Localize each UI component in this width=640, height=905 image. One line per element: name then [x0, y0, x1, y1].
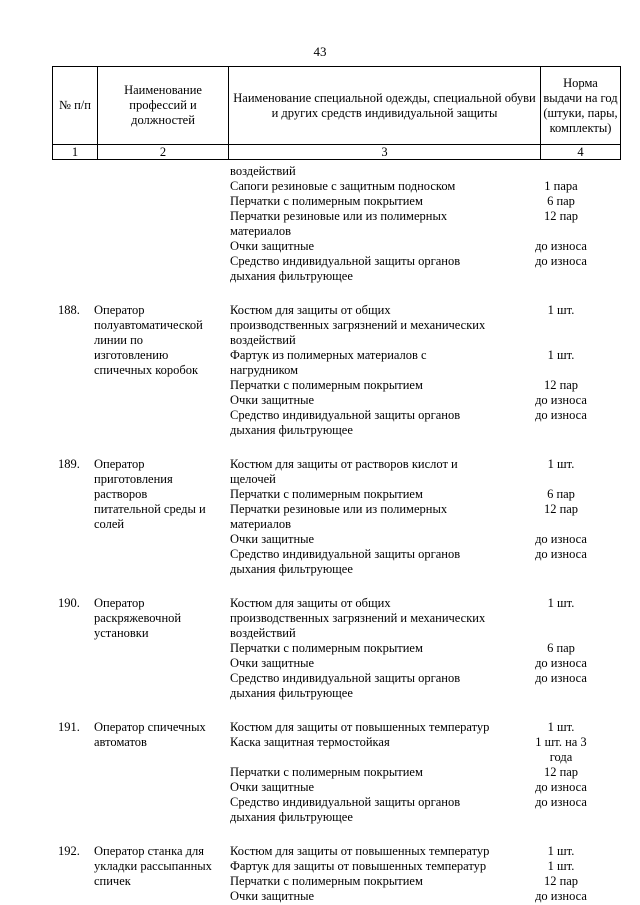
profession-line: питательной среды и	[94, 502, 206, 516]
profession-line: Оператор спичечных	[94, 720, 206, 734]
issue-norm: 1 пара	[544, 179, 578, 193]
profession-line	[92, 179, 230, 194]
profession-group	[52, 844, 600, 904]
row-number	[52, 363, 92, 378]
header-norm-col: Норма выдачи на год (штуки, пары, комплекты)	[541, 67, 621, 145]
issue-norm: до износа	[535, 532, 587, 546]
table-row	[52, 656, 600, 671]
profession-line: спичек	[94, 874, 131, 888]
page-number: 43	[313, 44, 327, 59]
table-row	[52, 164, 600, 179]
table-row	[52, 378, 600, 393]
item-name: производственных загрязнений и механических	[230, 318, 486, 332]
profession-line	[92, 393, 230, 408]
profession-line	[92, 547, 230, 562]
item-name: дыхания фильтрующее	[230, 686, 353, 700]
issue-norm	[522, 363, 600, 378]
issue-norm: 6 пар	[547, 487, 575, 501]
item-name: Сапоги резиновые с защитным подноском	[230, 179, 456, 193]
row-number	[52, 874, 92, 889]
row-number: 189.	[58, 457, 80, 471]
row-number	[52, 378, 92, 393]
row-number	[52, 472, 92, 487]
issue-norm: 1 шт.	[547, 348, 575, 362]
profession-line: приготовления	[94, 472, 173, 486]
table-row	[52, 686, 600, 701]
profession-line	[92, 686, 230, 701]
table-row	[52, 859, 600, 874]
row-number	[52, 780, 92, 795]
row-number	[52, 562, 92, 577]
issue-norm: до износа	[535, 780, 587, 794]
profession-line	[92, 209, 230, 224]
row-number	[52, 209, 92, 224]
issue-norm: до износа	[535, 795, 587, 809]
item-name: Перчатки с полимерным покрытием	[230, 641, 423, 655]
table-row	[52, 318, 600, 333]
item-name: Фартук из полимерных материалов с	[230, 348, 427, 362]
table-row	[52, 795, 600, 810]
item-name: Перчатки резиновые или из полимерных	[230, 209, 448, 223]
header-num-4: 4	[541, 145, 621, 160]
row-number	[52, 164, 92, 179]
issue-norm	[522, 810, 600, 825]
table-row	[52, 457, 600, 472]
row-number	[52, 765, 92, 780]
profession-group	[52, 457, 600, 577]
issue-norm: до износа	[535, 671, 587, 685]
issue-norm	[522, 517, 600, 532]
item-name: Очки защитные	[230, 889, 315, 903]
issue-norm: до износа	[535, 547, 587, 561]
header-num-1: 1	[53, 145, 98, 160]
item-name: воздействий	[230, 333, 296, 347]
item-name: Средство индивидуальной защиты органов	[230, 408, 461, 422]
row-number	[52, 547, 92, 562]
profession-line	[92, 378, 230, 393]
item-name: Перчатки резиновые или из полимерных	[230, 502, 448, 516]
profession-line: Оператор	[94, 303, 145, 317]
profession-line: растворов	[94, 487, 148, 501]
table-row	[52, 671, 600, 686]
item-name: Очки защитные	[230, 532, 315, 546]
issue-norm: до износа	[535, 393, 587, 407]
row-number	[52, 517, 92, 532]
header-items-col: Наименование специальной одежды, специальной обуви и других средств индивидуальной защиты	[229, 67, 541, 145]
profession-line	[92, 194, 230, 209]
issue-norm	[522, 318, 600, 333]
item-name: производственных загрязнений и механических	[230, 611, 486, 625]
issue-norm	[522, 423, 600, 438]
profession-line	[92, 269, 230, 284]
issue-norm: 12 пар	[543, 765, 579, 779]
row-number	[52, 194, 92, 209]
profession-line	[92, 532, 230, 547]
row-number	[52, 487, 92, 502]
profession-line	[92, 254, 230, 269]
table-row	[52, 194, 600, 209]
row-number	[52, 333, 92, 348]
row-number	[52, 502, 92, 517]
issue-norm: 1 шт.	[547, 303, 575, 317]
issue-norm	[522, 224, 600, 239]
table-row	[52, 502, 600, 517]
item-name: Средство индивидуальной защиты органов	[230, 547, 461, 561]
item-name: Фартук для защиты от повышенных температур	[230, 859, 487, 873]
item-name: Очки защитные	[230, 656, 315, 670]
row-number	[52, 641, 92, 656]
profession-group	[52, 303, 600, 438]
table-row	[52, 348, 600, 363]
profession-line	[92, 239, 230, 254]
profession-line	[92, 164, 230, 179]
table-row	[52, 303, 600, 318]
item-name: дыхания фильтрующее	[230, 269, 353, 283]
item-name: материалов	[230, 224, 292, 238]
issue-norm: до износа	[535, 254, 587, 268]
issue-norm: 1 шт.	[547, 457, 575, 471]
row-number: 188.	[58, 303, 80, 317]
profession-line	[92, 224, 230, 239]
issue-norm	[522, 686, 600, 701]
table-row	[52, 765, 600, 780]
item-name: дыхания фильтрующее	[230, 423, 353, 437]
profession-line: установки	[94, 626, 149, 640]
table-row	[52, 179, 600, 194]
table-row	[52, 874, 600, 889]
table-row	[52, 363, 600, 378]
table-row	[52, 254, 600, 269]
table-row	[52, 735, 600, 750]
profession-line: спичечных коробок	[94, 363, 199, 377]
row-number	[52, 735, 92, 750]
item-name: Средство индивидуальной защиты органов	[230, 671, 461, 685]
row-number	[52, 393, 92, 408]
profession-line	[92, 656, 230, 671]
table-row	[52, 596, 600, 611]
item-name: Средство индивидуальной защиты органов	[230, 254, 461, 268]
table-body	[52, 164, 600, 904]
issue-norm: до износа	[535, 656, 587, 670]
item-name: Костюм для защиты от повышенных температур	[230, 720, 490, 734]
issue-norm	[522, 562, 600, 577]
issue-norm	[522, 626, 600, 641]
profession-group	[52, 720, 600, 825]
item-name: Перчатки с полимерным покрытием	[230, 194, 423, 208]
item-name: Очки защитные	[230, 393, 315, 407]
continuation-group	[52, 164, 600, 284]
item-name: воздействий	[230, 164, 296, 178]
item-name: Перчатки с полимерным покрытием	[230, 378, 423, 392]
item-name: воздействий	[230, 626, 296, 640]
issue-norm	[522, 611, 600, 626]
profession-line: Оператор	[94, 457, 145, 471]
table-row	[52, 239, 600, 254]
profession-line	[92, 780, 230, 795]
issue-norm: до износа	[535, 889, 587, 903]
issue-norm: 12 пар	[543, 378, 579, 392]
item-name: Костюм для защиты от общих	[230, 596, 391, 610]
profession-line	[92, 810, 230, 825]
profession-line	[92, 750, 230, 765]
table-row	[52, 889, 600, 904]
table-row	[52, 810, 600, 825]
table-row	[52, 393, 600, 408]
item-name: Перчатки с полимерным покрытием	[230, 874, 423, 888]
profession-line: Оператор станка для	[94, 844, 204, 858]
table-row	[52, 844, 600, 859]
item-name: Костюм для защиты от общих	[230, 303, 391, 317]
item-name: Очки защитные	[230, 780, 315, 794]
item-name: щелочей	[230, 472, 276, 486]
profession-line	[92, 889, 230, 904]
table-row	[52, 423, 600, 438]
profession-line	[92, 562, 230, 577]
row-number: 190.	[58, 596, 80, 610]
table-row	[52, 562, 600, 577]
table-row	[52, 750, 600, 765]
header-num-3: 3	[229, 145, 541, 160]
profession-line	[92, 795, 230, 810]
profession-line	[92, 408, 230, 423]
table-row	[52, 517, 600, 532]
row-number	[52, 626, 92, 641]
profession-group	[52, 596, 600, 701]
header-profession-col: Наименование профессий и должностей	[98, 67, 229, 145]
profession-line: линии по	[94, 333, 144, 347]
row-number	[52, 269, 92, 284]
issue-norm: 12 пар	[543, 502, 579, 516]
issue-norm	[522, 164, 600, 179]
table-row	[52, 333, 600, 348]
issue-norm: до износа	[535, 239, 587, 253]
table-row	[52, 780, 600, 795]
row-number	[52, 859, 92, 874]
table-row	[52, 472, 600, 487]
issue-norm: 1 шт.	[547, 844, 575, 858]
item-name: Костюм для защиты от растворов кислот и	[230, 457, 458, 471]
table-row	[52, 532, 600, 547]
issue-norm: 12 пар	[543, 874, 579, 888]
table-row	[52, 224, 600, 239]
issue-norm: 1 шт.	[547, 596, 575, 610]
issue-norm: 1 шт. на 3	[535, 735, 587, 749]
item-name: Перчатки с полимерным покрытием	[230, 487, 423, 501]
item-name: Перчатки с полимерным покрытием	[230, 765, 423, 779]
row-number	[52, 750, 92, 765]
table-header	[52, 66, 621, 160]
row-number: 192.	[58, 844, 80, 858]
profession-line	[92, 641, 230, 656]
row-number	[52, 656, 92, 671]
row-number	[52, 611, 92, 626]
issue-norm: 6 пар	[547, 194, 575, 208]
row-number	[52, 348, 92, 363]
item-name: материалов	[230, 517, 292, 531]
row-number	[52, 408, 92, 423]
item-name: Костюм для защиты от повышенных температур	[230, 844, 490, 858]
issue-norm: 1 шт.	[547, 859, 575, 873]
item-name: Каска защитная термостойкая	[230, 735, 390, 749]
row-number	[52, 686, 92, 701]
profession-line	[92, 765, 230, 780]
row-number	[52, 671, 92, 686]
row-number	[52, 224, 92, 239]
row-number	[52, 239, 92, 254]
item-name: дыхания фильтрующее	[230, 810, 353, 824]
profession-line: солей	[94, 517, 125, 531]
issue-norm: 12 пар	[543, 209, 579, 223]
table-row	[52, 269, 600, 284]
profession-line: полуавтоматической	[94, 318, 203, 332]
issue-norm	[522, 269, 600, 284]
row-number	[52, 810, 92, 825]
item-name: нагрудником	[230, 363, 299, 377]
item-name: дыхания фильтрующее	[230, 562, 353, 576]
row-number: 191.	[58, 720, 80, 734]
table-row	[52, 547, 600, 562]
issue-norm: 6 пар	[547, 641, 575, 655]
row-number	[52, 423, 92, 438]
profession-line: изготовлению	[94, 348, 169, 362]
profession-line: автоматов	[94, 735, 147, 749]
profession-line	[92, 671, 230, 686]
header-number-col: № п/п	[53, 67, 98, 145]
issue-norm: до износа	[535, 408, 587, 422]
item-name: Средство индивидуальной защиты органов	[230, 795, 461, 809]
issue-norm: года	[549, 750, 573, 764]
table-row	[52, 408, 600, 423]
row-number	[52, 254, 92, 269]
issue-norm	[522, 472, 600, 487]
profession-line	[92, 423, 230, 438]
profession-line: Оператор	[94, 596, 145, 610]
item-name	[230, 750, 522, 765]
profession-line: раскряжевочной	[94, 611, 182, 625]
item-name: Очки защитные	[230, 239, 315, 253]
row-number	[52, 532, 92, 547]
table-row	[52, 611, 600, 626]
row-number	[52, 179, 92, 194]
row-number	[52, 318, 92, 333]
row-number	[52, 889, 92, 904]
header-num-2: 2	[98, 145, 229, 160]
issue-norm: 1 шт.	[547, 720, 575, 734]
table-row	[52, 209, 600, 224]
row-number	[52, 795, 92, 810]
table-row	[52, 487, 600, 502]
issue-norm	[522, 333, 600, 348]
table-row	[52, 626, 600, 641]
profession-line: укладки рассыпанных	[94, 859, 212, 873]
table-row	[52, 641, 600, 656]
table-row	[52, 720, 600, 735]
